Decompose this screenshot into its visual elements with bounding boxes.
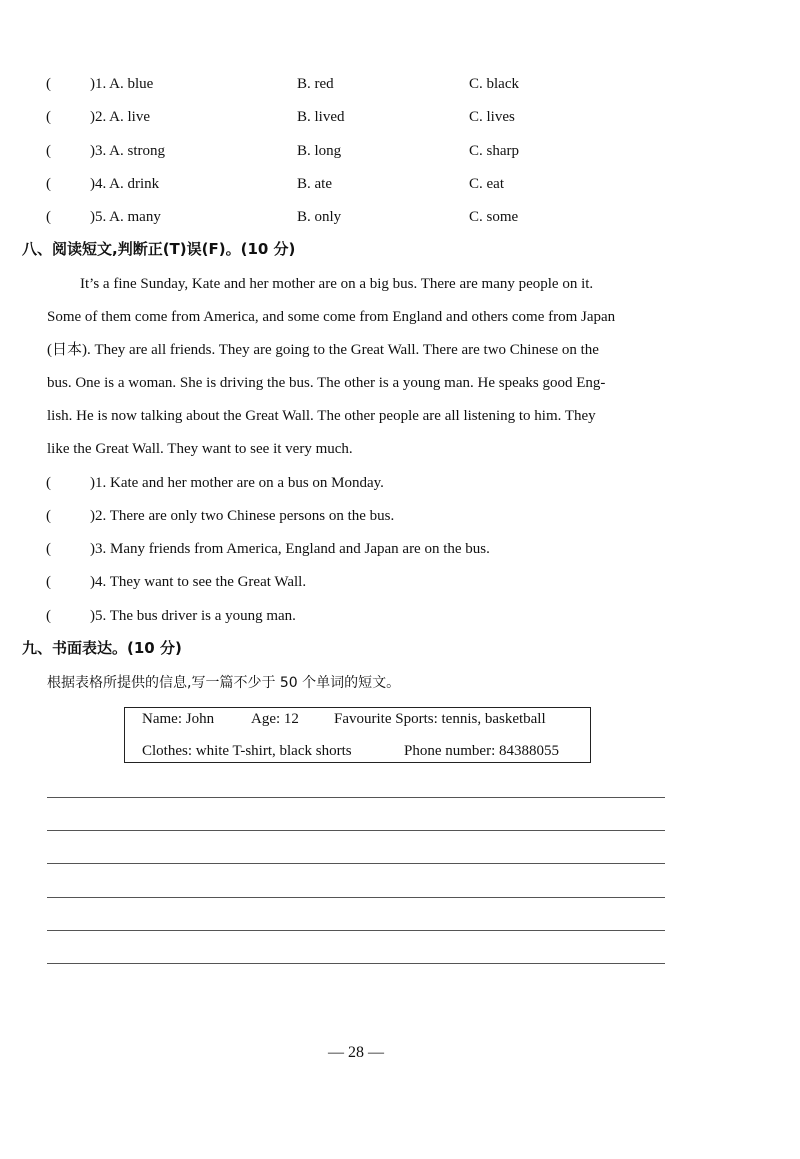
answer-paren-open: ( [46, 176, 51, 192]
section-9-title: 九、书面表达。(10 分) [22, 639, 182, 657]
question-option-c: C. some [469, 209, 519, 225]
writing-line[interactable] [47, 897, 665, 898]
answer-paren-open: ( [46, 109, 51, 125]
statement-text: )5. The bus driver is a young man. [90, 608, 296, 624]
true-false-item-1 [0, 471, 800, 495]
true-false-item-3 [0, 537, 800, 561]
true-false-item-5 [0, 604, 800, 628]
writing-line[interactable] [47, 797, 665, 798]
vocab-question-5 [0, 205, 800, 229]
question-option-a: )3. A. strong [90, 143, 165, 159]
section-8-title: 八、阅读短文,判断正(T)误(F)。(10 分) [22, 240, 296, 258]
info-age: Age: 12 [251, 711, 299, 727]
info-sports: Favourite Sports: tennis, basketball [334, 711, 546, 727]
answer-paren-open: ( [46, 143, 51, 159]
question-option-b: B. long [297, 143, 342, 159]
answer-paren-open: ( [46, 508, 51, 524]
passage-line: It’s a fine Sunday, Kate and her mother are on a big bus. There are many people on it. [80, 276, 594, 292]
vocab-question-1 [0, 72, 800, 96]
info-name: Name: John [142, 711, 215, 727]
question-option-c: C. sharp [469, 143, 519, 159]
statement-text: )2. There are only two Chinese persons on the bus. [90, 508, 395, 524]
writing-line[interactable] [47, 830, 665, 831]
question-option-c: C. lives [469, 109, 515, 125]
info-phone: Phone number: 84388055 [404, 743, 559, 759]
writing-line[interactable] [47, 863, 665, 864]
passage-line: like the Great Wall. They want to see it very much. [47, 441, 353, 457]
passage-line: Some of them come from America, and some come from England and others come from Japan [47, 309, 616, 325]
vocab-question-3 [0, 139, 800, 163]
passage-line: lish. He is now talking about the Great Wall. The other people are all listening to him. They [47, 408, 596, 424]
answer-paren-open: ( [46, 475, 51, 491]
vocab-question-4 [0, 172, 800, 196]
page-number: — 28 — [328, 1044, 384, 1061]
statement-text: )3. Many friends from America, England and Japan are on the bus. [90, 541, 490, 557]
question-option-b: B. only [297, 209, 342, 225]
answer-paren-open: ( [46, 574, 51, 590]
statement-text: )1. Kate and her mother are on a bus on Monday. [90, 475, 384, 491]
true-false-item-2 [0, 504, 800, 528]
question-option-a: )5. A. many [90, 209, 161, 225]
vocab-question-2 [0, 105, 800, 129]
answer-paren-open: ( [46, 76, 51, 92]
statement-text: )4. They want to see the Great Wall. [90, 574, 307, 590]
question-option-c: C. eat [469, 176, 504, 192]
question-option-b: B. red [297, 76, 334, 92]
true-false-item-4 [0, 570, 800, 594]
question-option-b: B. lived [297, 109, 345, 125]
question-option-a: )1. A. blue [90, 76, 154, 92]
info-table [124, 707, 591, 763]
writing-line[interactable] [47, 963, 665, 964]
answer-paren-open: ( [46, 209, 51, 225]
passage-line: bus. One is a woman. She is driving the bus. The other is a young man. He speaks good Eng- [47, 375, 606, 391]
writing-instruction: 根据表格所提供的信息,写一篇不少于 50 个单词的短文。 [47, 675, 401, 691]
passage-line: (日本). They are all friends. They are going to the Great Wall. There are two Chinese on the [47, 342, 599, 358]
question-option-a: )2. A. live [90, 109, 150, 125]
answer-paren-open: ( [46, 541, 51, 557]
info-clothes: Clothes: white T-shirt, black shorts [142, 743, 352, 759]
question-option-c: C. black [469, 76, 519, 92]
answer-paren-open: ( [46, 608, 51, 624]
question-option-b: B. ate [297, 176, 332, 192]
writing-line[interactable] [47, 930, 665, 931]
question-option-a: )4. A. drink [90, 176, 160, 192]
